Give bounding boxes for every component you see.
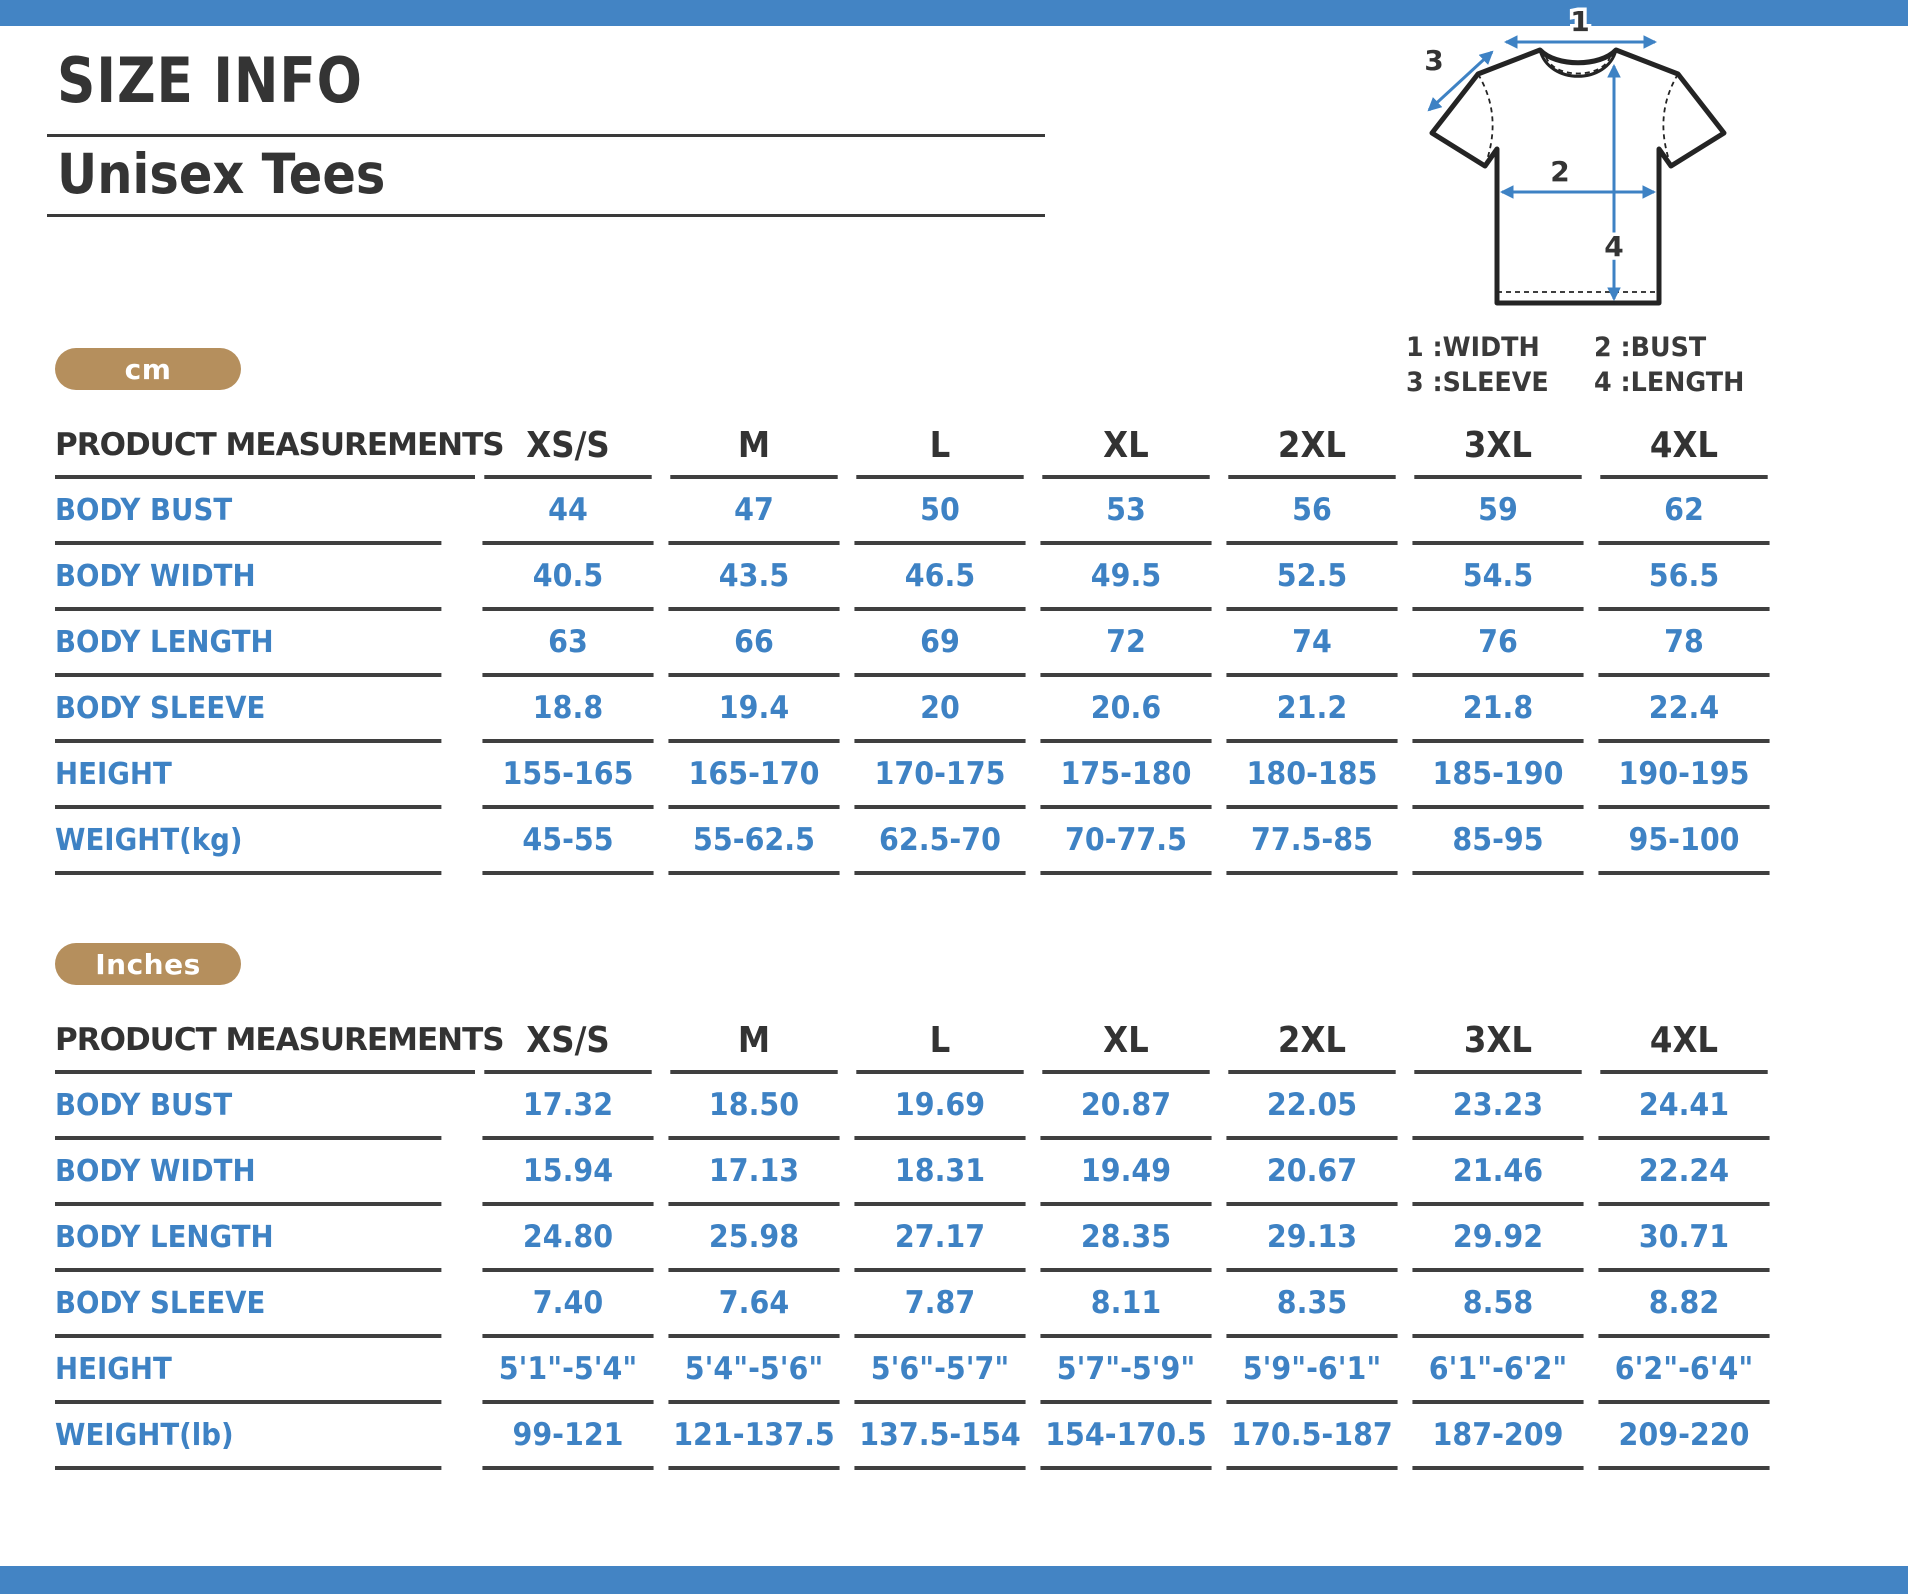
unit-badge: Inches — [55, 943, 241, 985]
row-label: BODY LENGTH — [55, 611, 441, 677]
size-column-header: 4XL — [1600, 415, 1767, 479]
measurement-value: 62 — [1598, 479, 1769, 545]
measurement-value: 44 — [482, 479, 653, 545]
size-column-header: M — [670, 415, 837, 479]
arrow-label-width: 1 — [1570, 6, 1590, 38]
measurement-value: 72 — [1040, 611, 1211, 677]
measurement-value: 185-190 — [1412, 743, 1583, 809]
row-label: HEIGHT — [55, 743, 441, 809]
measurement-value: 22.24 — [1598, 1140, 1769, 1206]
measurement-value: 95-100 — [1598, 809, 1769, 875]
measurement-value: 21.46 — [1412, 1140, 1583, 1206]
page-subtitle: Unisex Tees — [57, 142, 386, 206]
measurement-value: 56.5 — [1598, 545, 1769, 611]
measurement-value: 56 — [1226, 479, 1397, 545]
measurement-value: 52.5 — [1226, 545, 1397, 611]
measurement-value: 40.5 — [482, 545, 653, 611]
measurement-value: 22.4 — [1598, 677, 1769, 743]
measurement-value: 8.11 — [1040, 1272, 1211, 1338]
row-label: BODY WIDTH — [55, 545, 441, 611]
measurement-value: 43.5 — [668, 545, 839, 611]
measurements-column-header: PRODUCT MEASUREMENTS — [55, 1010, 475, 1074]
measurement-value: 54.5 — [1412, 545, 1583, 611]
legend-item-bust: 2 :BUST — [1594, 332, 1707, 363]
measurement-value: 29.13 — [1226, 1206, 1397, 1272]
measurement-value: 15.94 — [482, 1140, 653, 1206]
measurement-value: 62.5-70 — [854, 809, 1025, 875]
size-column-header: 4XL — [1600, 1010, 1767, 1074]
size-column-header: XL — [1042, 415, 1209, 479]
measurement-value: 20.6 — [1040, 677, 1211, 743]
tshirt-diagram-icon — [1388, 6, 1808, 316]
measurement-value: 7.40 — [482, 1272, 653, 1338]
row-label: BODY SLEEVE — [55, 1272, 441, 1338]
measurement-value: 50 — [854, 479, 1025, 545]
page-title: SIZE INFO — [57, 44, 363, 117]
size-column-header: 2XL — [1228, 415, 1395, 479]
size-table-cm — [55, 348, 1777, 875]
measurement-value: 18.50 — [668, 1074, 839, 1140]
unit-badge: cm — [55, 348, 241, 390]
measurement-value: 170-175 — [854, 743, 1025, 809]
row-label: HEIGHT — [55, 1338, 441, 1404]
measurement-value: 69 — [854, 611, 1025, 677]
measurement-value: 70-77.5 — [1040, 809, 1211, 875]
size-column-header: L — [856, 1010, 1023, 1074]
measurement-value: 5'4"-5'6" — [668, 1338, 839, 1404]
title-divider — [47, 134, 1045, 137]
size-column-header: 2XL — [1228, 1010, 1395, 1074]
measurement-value: 76 — [1412, 611, 1583, 677]
measurement-value: 25.98 — [668, 1206, 839, 1272]
measurement-value: 7.87 — [854, 1272, 1025, 1338]
measurement-value: 19.49 — [1040, 1140, 1211, 1206]
measurement-value: 187-209 — [1412, 1404, 1583, 1470]
measurement-value: 17.32 — [482, 1074, 653, 1140]
measurement-value: 170.5-187 — [1226, 1404, 1397, 1470]
size-column-header: 3XL — [1414, 1010, 1581, 1074]
measurement-value: 99-121 — [482, 1404, 653, 1470]
measurement-value: 29.92 — [1412, 1206, 1583, 1272]
tshirt-measurement-diagram — [1388, 6, 1808, 398]
bottom-border-bar — [0, 1566, 1908, 1594]
measurement-value: 46.5 — [854, 545, 1025, 611]
measurement-value: 20.67 — [1226, 1140, 1397, 1206]
measurement-value: 53 — [1040, 479, 1211, 545]
measurement-value: 6'2"-6'4" — [1598, 1338, 1769, 1404]
row-label: BODY LENGTH — [55, 1206, 441, 1272]
measurement-value: 19.4 — [668, 677, 839, 743]
measurement-value: 5'9"-6'1" — [1226, 1338, 1397, 1404]
row-label: WEIGHT(kg) — [55, 809, 441, 875]
size-table-grid — [55, 415, 1777, 875]
measurement-value: 63 — [482, 611, 653, 677]
measurement-value: 24.80 — [482, 1206, 653, 1272]
measurements-column-header: PRODUCT MEASUREMENTS — [55, 415, 475, 479]
row-label: BODY BUST — [55, 479, 441, 545]
measurement-value: 47 — [668, 479, 839, 545]
measurement-value: 154-170.5 — [1040, 1404, 1211, 1470]
row-label: BODY BUST — [55, 1074, 441, 1140]
measurement-value: 27.17 — [854, 1206, 1025, 1272]
size-column-header: XS/S — [484, 1010, 651, 1074]
measurement-value: 8.82 — [1598, 1272, 1769, 1338]
measurement-value: 8.58 — [1412, 1272, 1583, 1338]
size-column-header: XS/S — [484, 415, 651, 479]
measurement-value: 121-137.5 — [668, 1404, 839, 1470]
measurement-value: 74 — [1226, 611, 1397, 677]
arrow-label-bust: 2 — [1550, 155, 1570, 188]
measurement-value: 28.35 — [1040, 1206, 1211, 1272]
measurement-value: 18.31 — [854, 1140, 1025, 1206]
measurement-value: 20 — [854, 677, 1025, 743]
measurement-value: 5'1"-5'4" — [482, 1338, 653, 1404]
measurement-value: 18.8 — [482, 677, 653, 743]
measurement-value: 30.71 — [1598, 1206, 1769, 1272]
row-label: BODY WIDTH — [55, 1140, 441, 1206]
title-block — [47, 44, 1045, 217]
measurement-value: 5'7"-5'9" — [1040, 1338, 1211, 1404]
measurement-value: 165-170 — [668, 743, 839, 809]
measurement-value: 7.64 — [668, 1272, 839, 1338]
measurement-value: 190-195 — [1598, 743, 1769, 809]
measurement-value: 155-165 — [482, 743, 653, 809]
measurement-value: 21.2 — [1226, 677, 1397, 743]
measurement-value: 180-185 — [1226, 743, 1397, 809]
arrow-label-length: 4 — [1604, 230, 1624, 263]
arrow-label-sleeve: 3 — [1424, 44, 1444, 77]
measurement-value: 8.35 — [1226, 1272, 1397, 1338]
measurement-value: 45-55 — [482, 809, 653, 875]
measurement-value: 209-220 — [1598, 1404, 1769, 1470]
measurement-value: 5'6"-5'7" — [854, 1338, 1025, 1404]
size-column-header: 3XL — [1414, 415, 1581, 479]
measurement-value: 20.87 — [1040, 1074, 1211, 1140]
legend-item-length: 4 :LENGTH — [1594, 367, 1745, 398]
measurement-value: 21.8 — [1412, 677, 1583, 743]
size-column-header: M — [670, 1010, 837, 1074]
size-column-header: XL — [1042, 1010, 1209, 1074]
legend-item-width: 1 :WIDTH — [1406, 332, 1540, 363]
measurement-value: 49.5 — [1040, 545, 1211, 611]
measurement-value: 137.5-154 — [854, 1404, 1025, 1470]
measurement-value: 6'1"-6'2" — [1412, 1338, 1583, 1404]
measurement-value: 59 — [1412, 479, 1583, 545]
measurement-value: 24.41 — [1598, 1074, 1769, 1140]
measurement-value: 66 — [668, 611, 839, 677]
legend-item-sleeve: 3 :SLEEVE — [1406, 367, 1549, 398]
subtitle-divider — [47, 214, 1045, 217]
size-column-header: L — [856, 415, 1023, 479]
row-label: BODY SLEEVE — [55, 677, 441, 743]
measurement-value: 22.05 — [1226, 1074, 1397, 1140]
row-label: WEIGHT(lb) — [55, 1404, 441, 1470]
size-table-grid — [55, 1010, 1777, 1470]
measurement-value: 23.23 — [1412, 1074, 1583, 1140]
size-table-inches — [55, 943, 1777, 1470]
measurement-value: 55-62.5 — [668, 809, 839, 875]
measurement-value: 19.69 — [854, 1074, 1025, 1140]
measurement-value: 78 — [1598, 611, 1769, 677]
measurement-value: 85-95 — [1412, 809, 1583, 875]
measurement-value: 77.5-85 — [1226, 809, 1397, 875]
measurement-value: 17.13 — [668, 1140, 839, 1206]
measurement-value: 175-180 — [1040, 743, 1211, 809]
